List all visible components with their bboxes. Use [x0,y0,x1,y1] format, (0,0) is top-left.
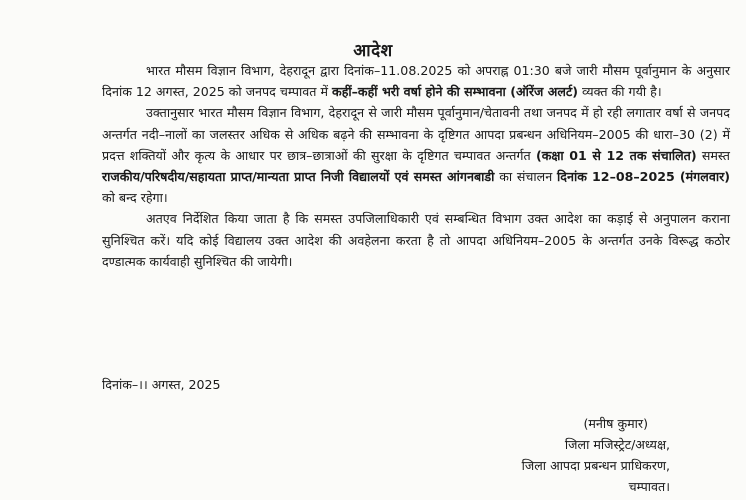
signatory-place: चम्पावत। [628,479,670,494]
paragraph2-bold-institutions: राजकीय/परिषदीय/सहायता प्राप्त/मान्यता प्राप्त निजी विद्यालयों एवं समस्त आंगनबाडी [102,169,495,185]
paragraph-weather-forecast [102,60,730,102]
paragraph2-bold-date: दिनांक 12–08–2025 (मंगलवार) [557,169,730,185]
document-body [102,60,730,272]
paragraph2-text-a: उक्तानुसार भारत मौसम विज्ञान विभाग, देहरादून से जारी मौसम पूर्वानुमान/चेतावनी तथा जनपद में हो रही लगातार वर्षा से जनपद अन्तर्गत नदी–नालों का जलस्तर अधिक से अधिक बढ़ने की सम्भावना के दृष्टिगत आपदा प्रबन्धन अधिनियम–2005 की धारा–30 (2) में प्रदत्त शक्तियों और कृत्य के आधार पर छात्र–छात्राओं की सुरक्षा के दृष्टिगत चम्पावत अन्तर्गत [102,105,730,163]
paragraph3-text: अतएव निर्देशित किया जाता है कि समस्त उपजिलाधिकारी एवं सम्बन्धित विभाग उक्त आदेश का कड़ाई से अनुपालन कराना सुनिश्चित करें। यदि कोई विद्यालय उक्त आदेश की अवहेलना करता है तो आपदा अधिनियम–2005 के अन्तर्गत उनके विरूद्ध कठोर दण्डात्मक कार्यवाही सुनिश्चित की जायेगी। [102,211,730,269]
signatory-designation: जिला मजिस्ट्रेट/अध्यक्ष, [564,437,670,452]
paragraph2-text-c: का संचालन [494,169,557,185]
issue-date: दिनांक–।। अगस्त, 2025 [102,377,221,392]
paragraph-school-closure [102,102,730,208]
signatory-authority: जिला आपदा प्रबन्धन प्राधिकरण, [521,458,670,473]
paragraph-compliance-directive [102,208,730,272]
signatory-name: (मनीष कुमार) [583,416,648,431]
paragraph1-text-a: भारत मौसम विज्ञान विभाग, देहरादून द्वारा दिनांक–11.08.2025 को अपराह्न 01:30 बजे जारी मौसम पूर्वानुमान के अनुसार दिनांक 12 अगस्त, 2025 को जनपद चम्पावत में [102,63,730,100]
paragraph2-bold-classes: (कक्षा 01 से 12 तक संचालित) [535,147,697,163]
signature-block [522,413,670,497]
document-title: आदेश [353,41,393,61]
paragraph2-text-b: समस्त [696,147,730,163]
paragraph1-text-b: व्यक्त की गयी है। [578,84,662,100]
paragraph1-bold-alert: कहीं–कहीं भरी वर्षा होने की सम्भावना (ऑरेंज अलर्ट) [332,84,578,100]
paragraph2-text-d: को बन्द रहेगा। [102,190,168,206]
